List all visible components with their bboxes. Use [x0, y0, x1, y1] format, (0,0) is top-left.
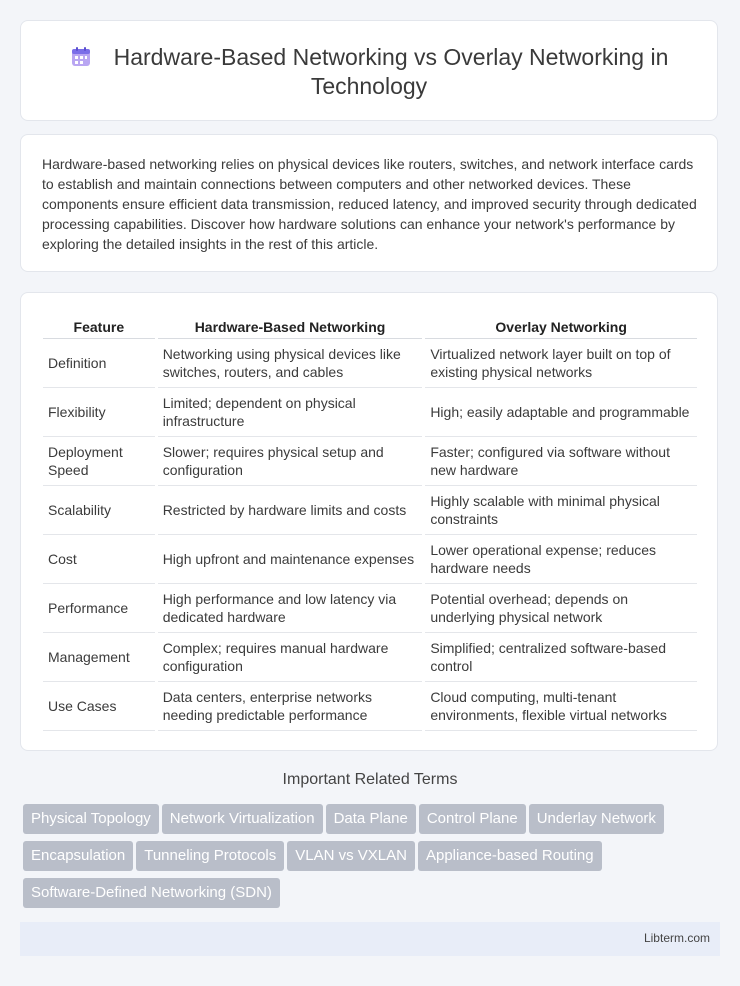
hardware-cell: Slower; requires physical setup and configuration: [158, 437, 423, 486]
related-term-tag[interactable]: Physical Topology: [23, 804, 159, 834]
table-row: [43, 535, 697, 584]
related-terms-list: [23, 804, 723, 915]
related-terms-title: Important Related Terms: [282, 771, 458, 788]
comparison-card: [20, 292, 718, 751]
related-term-tag[interactable]: Encapsulation: [23, 841, 133, 871]
header-overlay: Overlay Networking: [425, 315, 697, 339]
title-line-1: Hardware-Based Networking vs Overlay Networking in: [113, 44, 669, 70]
feature-cell: Cost: [43, 535, 155, 584]
header-feature: Feature: [43, 315, 155, 339]
calendar-icon: [70, 46, 92, 68]
title-card: [20, 20, 718, 121]
overlay-cell: High; easily adaptable and programmable: [425, 388, 697, 437]
table-row: [43, 633, 697, 682]
footer-site-link[interactable]: Libterm.com: [643, 931, 710, 945]
related-term-tag[interactable]: Control Plane: [419, 804, 526, 834]
hardware-cell: Complex; requires manual hardware configuration: [158, 633, 423, 682]
overlay-cell: Simplified; centralized software-based control: [425, 633, 697, 682]
overlay-cell: Highly scalable with minimal physical constraints: [425, 486, 697, 535]
feature-cell: Use Cases: [43, 682, 155, 731]
table-row: [43, 339, 697, 388]
footer: [20, 922, 720, 956]
table-row: [43, 584, 697, 633]
feature-cell: Definition: [43, 339, 155, 388]
comparison-table: [43, 315, 697, 731]
related-term-tag[interactable]: Underlay Network: [529, 804, 664, 834]
title-line-2: Technology: [310, 73, 428, 99]
page-title: [21, 43, 717, 101]
header-hardware: Hardware-Based Networking: [158, 315, 423, 339]
related-term-tag[interactable]: Tunneling Protocols: [136, 841, 284, 871]
feature-cell: Flexibility: [43, 388, 155, 437]
table-row: [43, 486, 697, 535]
overlay-cell: Lower operational expense; reduces hardware needs: [425, 535, 697, 584]
hardware-cell: Limited; dependent on physical infrastructure: [158, 388, 423, 437]
overlay-cell: Cloud computing, multi-tenant environments, flexible virtual networks: [425, 682, 697, 731]
feature-cell: Scalability: [43, 486, 155, 535]
related-term-tag[interactable]: Appliance-based Routing: [418, 841, 602, 871]
related-term-tag[interactable]: Software-Defined Networking (SDN): [23, 878, 280, 908]
overlay-cell: Potential overhead; depends on underlying physical network: [425, 584, 697, 633]
related-term-tag[interactable]: Network Virtualization: [162, 804, 323, 834]
intro-text: Hardware-based networking relies on physical devices like routers, switches, and network interface cards to establish and maintain connections between computers and other networked devices. These components ensure efficient data transmission, reduced latency, and improved security through dedicated processing capabilities. Discover how hardware solutions can enhance your network's performance by exploring the detailed insights in the rest of this article.: [42, 156, 697, 252]
related-term-tag[interactable]: Data Plane: [326, 804, 416, 834]
hardware-cell: Restricted by hardware limits and costs: [158, 486, 423, 535]
feature-cell: Management: [43, 633, 155, 682]
table-row: [43, 388, 697, 437]
overlay-cell: Virtualized network layer built on top of existing physical networks: [425, 339, 697, 388]
hardware-cell: High performance and low latency via dedicated hardware: [158, 584, 423, 633]
hardware-cell: High upfront and maintenance expenses: [158, 535, 423, 584]
feature-cell: Performance: [43, 584, 155, 633]
hardware-cell: Data centers, enterprise networks needing predictable performance: [158, 682, 423, 731]
table-header-row: [43, 315, 697, 339]
intro-card: [20, 134, 718, 272]
feature-cell: Deployment Speed: [43, 437, 155, 486]
table-row: [43, 437, 697, 486]
hardware-cell: Networking using physical devices like switches, routers, and cables: [158, 339, 423, 388]
related-term-tag[interactable]: VLAN vs VXLAN: [287, 841, 415, 871]
table-row: [43, 682, 697, 731]
overlay-cell: Faster; configured via software without new hardware: [425, 437, 697, 486]
